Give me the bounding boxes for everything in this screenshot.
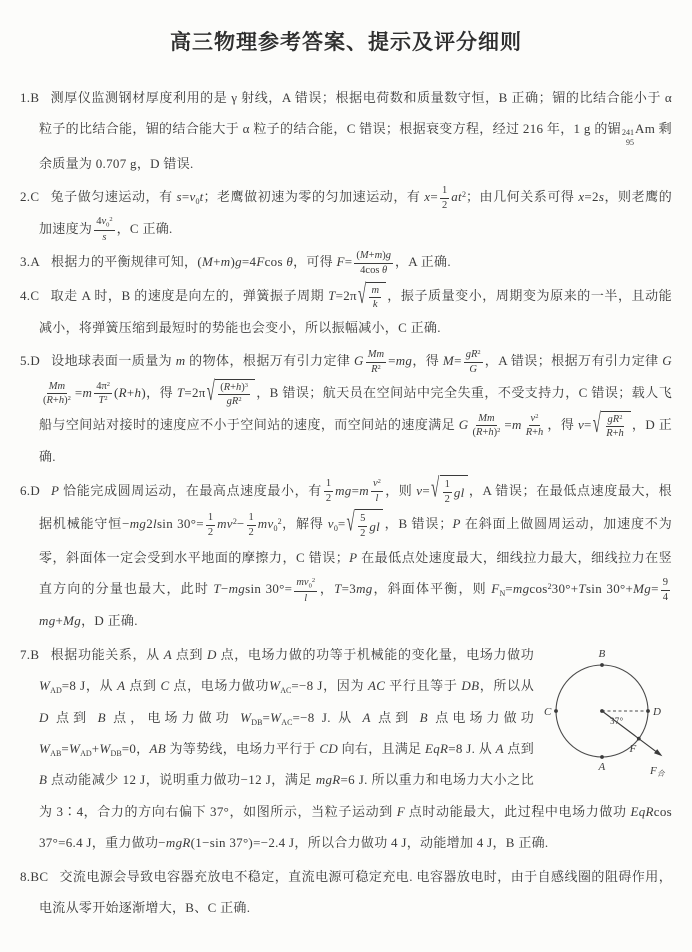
- text-run: 取走 A 时，B 的速度是向左的，弹簧振子周期 T=2π: [50, 287, 357, 303]
- center-dot: [600, 709, 604, 713]
- text-run: ，则 v=: [384, 482, 431, 498]
- fraction: $\frac{v^2}{l}$: [372, 478, 381, 505]
- text-run: ，D 正确.: [39, 416, 673, 465]
- text-run: ，得 v=: [547, 416, 592, 432]
- fraction: $\frac{Mm}{(R+h)^2}$: [43, 380, 71, 407]
- point-b-dot: [600, 663, 604, 667]
- answer-item-6: [20, 475, 672, 637]
- radical-sign: √: [592, 409, 602, 439]
- radical-sign: √: [346, 508, 356, 538]
- fraction: $\frac{gR^2}{R+h}$: [606, 413, 624, 440]
- problem7-circle-diagram: [544, 641, 672, 781]
- answer-item-3: [20, 246, 672, 277]
- item-number-answer: 3.A: [20, 254, 41, 270]
- fraction: $\frac{(R+h)^3}{gR^2}$: [220, 381, 249, 408]
- text-run: =m: [74, 384, 93, 400]
- fraction: $\frac{1}{2}$: [442, 184, 448, 211]
- radicand: [366, 282, 386, 312]
- fraction: $\frac{1}{2}$: [325, 478, 332, 505]
- label-d: D: [653, 705, 662, 718]
- text-run: ，A 正确.: [394, 254, 451, 270]
- fraction: $\frac{1}{2}$: [248, 512, 254, 538]
- radical: [358, 282, 386, 312]
- point-f-dot: [637, 736, 641, 740]
- answer-item-1: [20, 82, 672, 179]
- text-run: $at^2$；由几何关系可得 x=2s，则老鹰的加速度为: [39, 189, 672, 236]
- label-c: C: [544, 705, 552, 718]
- text-run: ，A 错误；在最低点速度最大，根据机械能守恒−mg2lsin 30°=: [39, 482, 672, 532]
- fraction: $\frac{9}{4}$: [662, 577, 668, 603]
- item-number-answer: 7.B: [20, 646, 40, 662]
- radical: [431, 475, 468, 508]
- text-run: mg+Mg，D 正确.: [39, 613, 138, 629]
- label-f: F: [629, 742, 637, 755]
- text-run: (R+h)，得 T=2π: [114, 384, 206, 400]
- text-run: 兔子做匀速运动，有 $s=v_0t$；老鹰做初速为零的匀加速运动，有 x=: [50, 189, 438, 206]
- text-run: ，B 错误；航天员在空间站中完全失重，不受支持力，C 错误；载人飞船与空间站对接时的速度应不小于空间站的速度，而空间站的速度满足 G: [39, 384, 673, 432]
- item-number-answer: 1.B: [20, 90, 40, 105]
- answer-item-4: [20, 280, 672, 344]
- text-run: Am 剩余质量为 0.707 g，D 错误.: [39, 121, 672, 171]
- point-a-dot: [600, 755, 604, 759]
- text-run: ，A 错误；根据万有引力定律 G: [484, 353, 672, 369]
- radicand: [215, 379, 255, 409]
- radicand: [355, 509, 383, 542]
- answer-item-5: [20, 345, 672, 472]
- text-run: ，B 错误；P 在斜面上做圆周运动，加速度不为零，斜面体一定会受到水平地面的摩擦力，C 错误；P 在最低点处速度最大，细线拉力最大，细线拉力在竖直方向的分量也最大，此时 T−mgsin 30°=: [39, 516, 672, 597]
- answer-item-7: [20, 639, 672, 859]
- fraction: $\frac{(M+m)g}{\text{4cos θ}}$: [356, 250, 391, 276]
- answer-item-8: [20, 861, 672, 924]
- fraction: $\frac{v^2}{R+h}$: [525, 412, 544, 439]
- text-run: ，T=3mg，斜面体平衡，则 $F_N=mgcos^230^\circ+Tsin$ 30°+Mg=: [319, 581, 659, 599]
- fraction: $\frac{gR^2}{G}$: [465, 348, 481, 375]
- label-angle: 37°: [610, 715, 624, 726]
- text-run: =m: [504, 416, 522, 432]
- text-run: $mv_0^2$，解得 $v_0=$: [257, 516, 346, 534]
- text-run: mg=m: [335, 482, 369, 498]
- radical-sign: √: [357, 280, 367, 310]
- fraction: $\frac{m}{k}$: [371, 284, 380, 311]
- answer-items-container: [20, 82, 672, 924]
- fraction: $\frac{1}{2}$: [444, 479, 450, 506]
- text-run: =mg，得 M=: [388, 353, 462, 369]
- text-run: ，振子质量变小，周期变为原来的一半，且动能减小，将弹簧压缩到最短时的势能也会变小，所以振幅减小，C 正确.: [39, 287, 672, 335]
- radical: [593, 411, 631, 441]
- item-number-answer: 6.D: [20, 482, 41, 498]
- text-run: gl: [453, 484, 465, 500]
- point-c-dot: [554, 709, 558, 713]
- text-run: 根据力的平衡规律可知，(M+m)g=4Fcos θ，可得 F=: [51, 254, 353, 270]
- fraction: $\frac{4v_0^2}{s}$: [96, 215, 113, 243]
- text-run: ，C 正确.: [116, 220, 173, 236]
- text-run: 测厚仪监测钢材厚度利用的是 γ 射线，A 错误；根据电荷数和质量数守恒，B 正确；镅的比结合能小于 α 粒子的比结合能，镅的结合能大于 α 粒子的结合能，C 错误；根据衰变方程，经过 216 年，1 g 的镅: [39, 90, 672, 137]
- nuclide-prescript: 241 95: [622, 128, 634, 148]
- text-run: $mv^2-$: [217, 516, 245, 532]
- text-run: P 恰能完成圆周运动，在最高点速度最小，有: [51, 482, 322, 498]
- text-run: 根据功能关系，从 A 点到 D 点，电场力做的功等于机械能的变化量，电场力做功$W_{AD}=8$ J，从 A 点到 C 点，电场力做功$W_{AC}=-8$ J，因为 AC 平行且等于 DB，所以从 D 点到 B 点，电场力做功 $W_{DB}=W_{AC}=-8$ J. 从 A 点到 B 点电场力做功 $W_{AB}=W_{AD}+W_{DB}=0$，AB 为等势线，电场力平行于 CD 向右，且满足 EqR=8 J. 从 A 点到 B 点动能减少 12 J，说明重力做功−12 J，满足 mgR=6 J. 所以重力和电场力大小之比为 3∶4，合力的方向右偏下 37°，如图所示，当粒子运动到 F 点时动能最大，此过程中电场力做功 EqRcos 37°=6.4 J，重力做功−mgR(1−sin 37°)=−2.4 J，所以合力做功 4 J，动能增加 4 J，B 正确.: [39, 646, 672, 851]
- fraction: $\frac{Mm}{R^2}$: [367, 349, 385, 375]
- fraction: $\frac{4\pi^2}{T^2}$: [96, 380, 110, 407]
- text-run: 交流电源会导致电容器充放电不稳定，直流电源可稳定充电. 电容器放电时，由于自感线圈的阻碍作用，电流从零开始逐渐增大，B、C 正确.: [39, 868, 672, 916]
- page-title: 高三物理参考答案、提示及评分细则: [170, 31, 522, 54]
- item-number-answer: 4.C: [20, 287, 40, 303]
- text-run: 设地球表面一质量为 m 的物体，根据万有引力定律 G: [51, 353, 364, 369]
- radical-sign: √: [206, 377, 216, 407]
- radicand: [440, 475, 468, 508]
- radical: [347, 509, 384, 542]
- label-b: B: [598, 647, 606, 660]
- item-number-answer: 5.D: [20, 353, 41, 369]
- radical: [207, 379, 255, 409]
- point-d-dot: [646, 709, 650, 713]
- item-number-answer: 2.C: [20, 189, 40, 205]
- fraction: $\frac{5}{2}$: [360, 513, 366, 539]
- item-number-answer: 8.BC: [20, 868, 49, 884]
- radicand: [601, 411, 631, 441]
- force-arrow-head: [654, 749, 662, 756]
- fraction: $\frac{mv_0^2}{l}$: [296, 576, 316, 604]
- radical-sign: √: [431, 474, 440, 504]
- fraction: $\frac{Mm}{(R+h)^2}$: [472, 412, 501, 439]
- fraction: $\frac{1}{2}$: [207, 512, 214, 538]
- label-a: A: [598, 760, 606, 773]
- label-net-force: F合: [650, 764, 665, 778]
- answer-item-2: [20, 181, 672, 244]
- text-run: gl: [369, 518, 381, 534]
